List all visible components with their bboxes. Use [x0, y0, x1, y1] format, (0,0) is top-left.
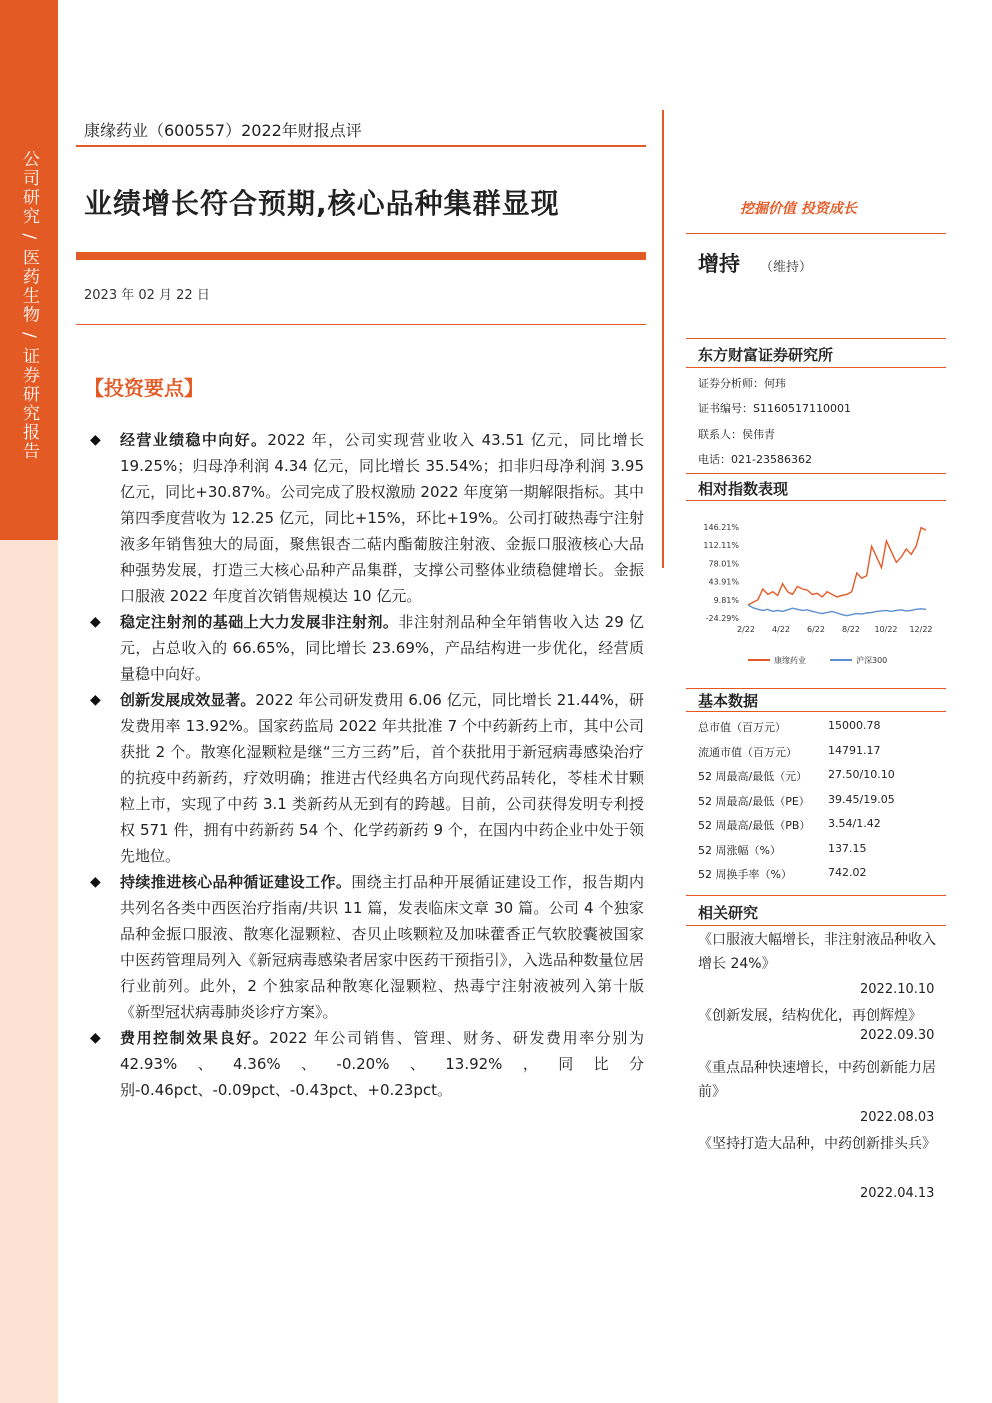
diamond-bullet-icon: ◆ [90, 874, 101, 890]
report-date: 2023 年 02 月 22 日 [84, 288, 210, 303]
divider [686, 711, 946, 712]
basic-data-row [698, 793, 938, 809]
divider [686, 925, 946, 926]
basic-data-value: 742.02 [828, 866, 867, 879]
investment-points [84, 427, 644, 1103]
basic-data-label: 52 周最高/最低（PE） [698, 794, 810, 808]
related-report-date: 2022.09.30 [860, 1028, 935, 1043]
report-header: 康缘药业（600557）2022年财报点评 [84, 121, 362, 140]
basic-data-value: 27.50/10.10 [828, 768, 895, 781]
diamond-bullet-icon: ◆ [90, 614, 101, 630]
basic-data-label: 52 周涨幅（%） [698, 843, 781, 857]
x-tick-label: 10/22 [874, 625, 898, 634]
basic-data-row [698, 768, 938, 784]
point-item [84, 869, 644, 1025]
basic-data-label: 52 周最高/最低（PB） [698, 819, 811, 832]
x-tick-label: 12/22 [909, 625, 933, 634]
basic-data-row [698, 866, 938, 882]
x-tick-label: 4/22 [772, 625, 790, 634]
diamond-bullet-icon: ◆ [90, 432, 101, 448]
point-text: 2022 年公司研发费用 6.06 亿元，同比增长 21.44%，研发费用率 13.92%。国家药监局 2022 年共批准 7 个中药新药上市，其中公司获批 2 个。散寒化湿颗粒是继“三方三药”后，首个获批用于新冠病毒感染治疗的抗疫中药新药，疗效明确；推进古代经典名方向现代药品转化，苓桂术甘颗粒上市，实现了中药 3.1 类新药从无到有的跨越。目前，公司获得发明专利授权 571 件，拥有中药新药 54 个、化学药新药 9 个，在国内中药企业中处于领先地位。 [120, 691, 644, 865]
point-text: 围绕主打品种开展循证建设工作，报告期内共列名各类中西医治疗指南/共识 11 篇，发表临床文章 30 篇。公司 4 个独家品种金振口服液、散寒化湿颗粒、杏贝止咳颗粒及加味藿香正气软胶囊被国家中医药管理局列入《新冠病毒感染者居家中医药干预指引》，入选品种数量位居行业前列。此外，2 个独家品种散寒化湿颗粒、热毒宁注射液被列入第十版《新型冠状病毒肺炎诊疗方案》。 [120, 873, 644, 1021]
section-heading: 【投资要点】 [84, 376, 204, 400]
related-heading: 相关研究 [698, 904, 759, 922]
divider [686, 473, 946, 474]
related-report-date: 2022.08.03 [860, 1110, 935, 1125]
rating-note: （维持） [760, 260, 813, 275]
report-title: 业绩增长符合预期,核心品种集群显现 [84, 187, 560, 220]
diamond-bullet-icon: ◆ [90, 692, 101, 708]
related-report-date: 2022.10.10 [860, 982, 935, 997]
legend-label: 沪深300 [856, 656, 888, 665]
divider [686, 233, 946, 234]
point-text: 2022 年公司销售、管理、财务、研发费用率分别为 42.93%、4.36%、-0.20%、13.92%，同比分别-0.46pct、-0.09pct、-0.43pct、+0.23pct。 [120, 1029, 644, 1099]
y-tick-label: 43.91% [708, 577, 739, 587]
basic-data-value: 39.45/19.05 [828, 792, 895, 806]
point-heading: 持续推进核心品种循证建设工作。 [120, 873, 352, 891]
point-heading: 费用控制效果良好。 [120, 1029, 270, 1047]
divider [686, 688, 946, 689]
point-heading: 经营业绩稳中向好。 [120, 431, 268, 449]
phone: 电话：021-23586362 [698, 453, 812, 466]
basic-data-heading: 基本数据 [698, 692, 759, 710]
point-heading: 稳定注射剂的基础上大力发展非注射剂。 [120, 613, 399, 631]
series-line [748, 605, 926, 616]
x-tick-label: 2/22 [737, 625, 755, 634]
basic-data-row [698, 817, 938, 833]
rating: 增持 [698, 252, 740, 276]
chart-heading: 相对指数表现 [698, 480, 789, 498]
y-tick-label: -24.29% [705, 614, 739, 623]
basic-data-row [698, 744, 938, 760]
basic-data-label: 流通市值（百万元） [698, 745, 797, 759]
point-item [84, 427, 644, 609]
divider [76, 145, 646, 147]
divider [686, 338, 946, 339]
y-tick-label: 146.21% [703, 523, 739, 532]
point-item [84, 1025, 644, 1103]
related-report-link[interactable]: 《坚持打造大品种，中药创新排头兵》 [698, 1136, 936, 1152]
y-tick-label: 112.11% [703, 541, 739, 551]
point-item [84, 609, 644, 687]
x-tick-label: 8/22 [842, 625, 860, 634]
basic-data-value: 3.54/1.42 [828, 817, 881, 830]
related-report-link[interactable]: 《口服液大幅增长，非注射液品种收入增长 24%》 [698, 932, 936, 972]
divider [686, 895, 946, 896]
column-divider [662, 110, 664, 568]
divider [686, 500, 946, 501]
diamond-bullet-icon: ◆ [90, 1030, 101, 1046]
sidebar-label: 公司研究 / 医药生物 / 证券研究报告 [19, 150, 39, 462]
point-item [84, 687, 644, 869]
basic-data-label: 52 周最高/最低（元） [698, 770, 808, 783]
y-tick-label: 78.01% [708, 559, 739, 569]
basic-data-value: 15000.78 [828, 719, 881, 732]
basic-data-value: 14791.17 [828, 743, 881, 757]
basic-data-label: 总市值（百万元） [698, 721, 786, 734]
point-text: 非注射剂品种全年销售收入达 29 亿元，占总收入的 66.65%，同比增长 23.69%，产品结构进一步优化，经营质量稳中向好。 [120, 613, 644, 683]
series-line [748, 528, 926, 605]
basic-data-value: 137.15 [828, 841, 867, 855]
related-report-date: 2022.04.13 [860, 1186, 935, 1201]
related-report-link[interactable]: 《重点品种快速增长，中药创新能力居前》 [698, 1060, 936, 1100]
relative-performance-chart [690, 512, 940, 672]
institute-name: 东方财富证券研究所 [698, 346, 834, 364]
cert-number: 证书编号：S1160517110001 [698, 402, 851, 415]
point-heading: 创新发展成效显著。 [120, 691, 256, 709]
point-text: 2022 年，公司实现营业收入 43.51 亿元，同比增长 19.25%；归母净利润 4.34 亿元，同比增长 35.54%；扣非归母净利润 3.95 亿元，同比+30.87%。公司完成了股权激励 2022 年度第一期解限指标。其中第四季度营收为 12.25 亿元，同比+15%，环比+19%。公司打破热毒宁注射液多年销售独大的局面，聚焦银杏二萜内酯葡胺注射液、金振口服液核心大品种强势发展，打造三大核心品种产品集群，支撑公司整体业绩稳健增长。金振口服液 2022 年度首次销售规模达 10 亿元。 [120, 431, 644, 605]
slogan: 挖掘价值 投资成长 [740, 201, 857, 217]
divider [76, 324, 646, 325]
x-tick-label: 6/22 [807, 625, 825, 634]
basic-data-row [698, 719, 938, 735]
analyst: 证券分析师：何玮 [698, 377, 786, 390]
y-tick-label: 9.81% [713, 595, 739, 605]
basic-data-row [698, 842, 938, 858]
sidebar-pale [0, 540, 58, 1403]
contact: 联系人：侯伟青 [698, 428, 775, 441]
basic-data-label: 52 周换手率（%） [698, 868, 792, 881]
related-report-link[interactable]: 《创新发展，结构优化，再创辉煌》 [698, 1008, 922, 1024]
divider [686, 367, 946, 368]
title-bar [76, 252, 646, 260]
legend-label: 康缘药业 [774, 656, 806, 665]
